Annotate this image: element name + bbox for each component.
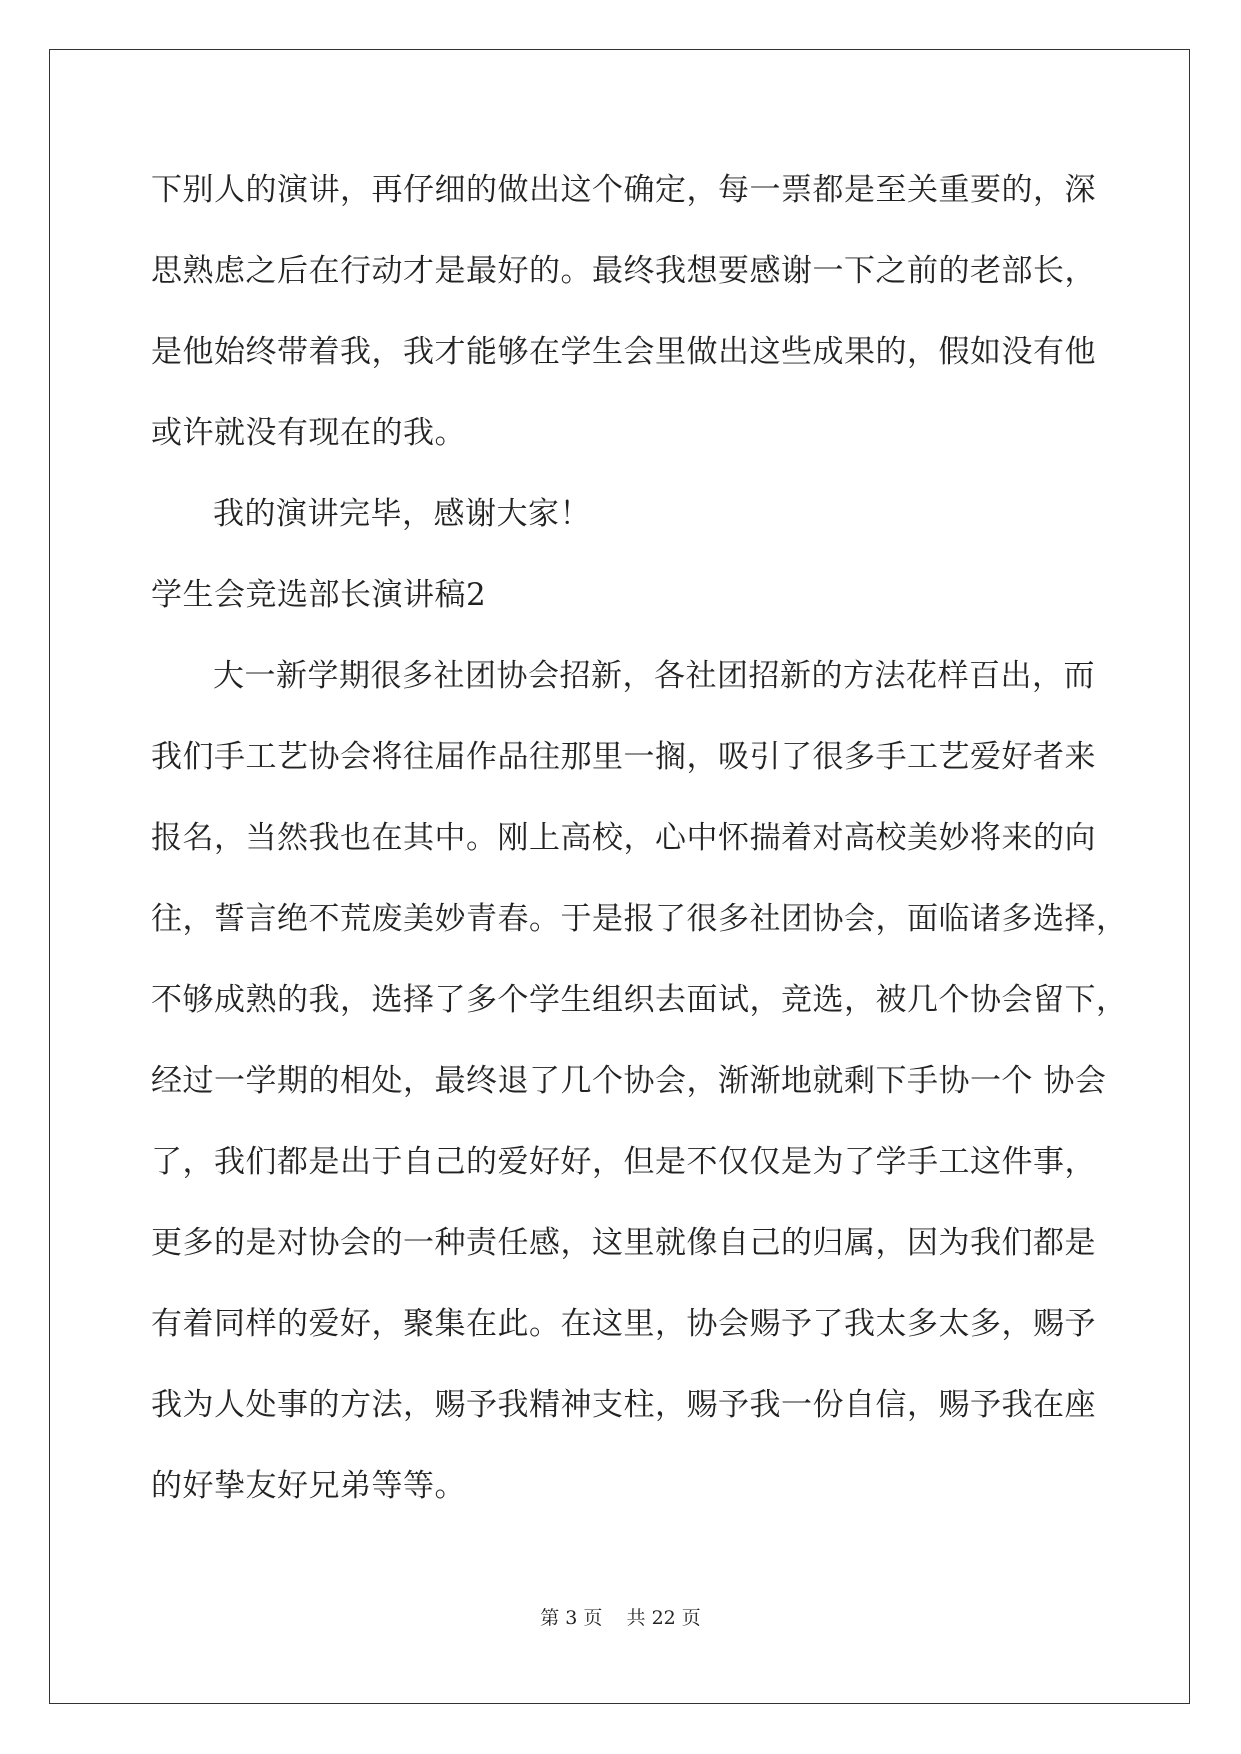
text-line: 思熟虑之后在行动才是最好的。最终我想要感谢一下之前的老部长， xyxy=(151,253,1096,289)
closing-line: 我的演讲完毕，感谢大家！ xyxy=(213,496,591,532)
document-body xyxy=(151,156,1128,1533)
text-line: 或许就没有现在的我。 xyxy=(151,415,466,451)
text-line: 我们手工艺协会将往届作品往那里一搁，吸引了很多手工艺爱好者来 xyxy=(151,739,1096,775)
text-line: 有着同样的爱好，聚集在此。在这里，协会赐予了我太多太多，赐予 xyxy=(151,1306,1096,1342)
text-line: 往，誓言绝不荒废美妙青春。于是报了很多社团协会，面临诸多选择， xyxy=(151,901,1128,937)
text-line: 报名，当然我也在其中。刚上高校，心中怀揣着对高校美妙将来的向 xyxy=(151,820,1096,856)
text-line: 经过一学期的相处，最终退了几个协会，渐渐地就剩下手协一个 协会 xyxy=(151,1063,1107,1099)
text-line: 的好挚友好兄弟等等。 xyxy=(151,1468,466,1504)
text-line: 是他始终带着我，我才能够在学生会里做出这些成果的，假如没有他 xyxy=(151,334,1096,370)
text-line: 大一新学期很多社团协会招新，各社团招新的方法花样百出，而 xyxy=(213,658,1095,694)
text-line: 我为人处事的方法，赐予我精神支柱，赐予我一份自信，赐予我在座 xyxy=(151,1387,1096,1423)
section-heading: 学生会竞选部长演讲稿2 xyxy=(151,577,487,613)
text-line: 下别人的演讲，再仔细的做出这个确定，每一票都是至关重要的，深 xyxy=(151,172,1096,208)
page-number-footer: 第 3 页 共 22 页 xyxy=(540,1607,701,1629)
text-line: 更多的是对协会的一种责任感，这里就像自己的归属，因为我们都是 xyxy=(151,1225,1096,1261)
text-line: 了，我们都是出于自己的爱好好，但是不仅仅是为了学手工这件事， xyxy=(151,1144,1096,1180)
text-line: 不够成熟的我，选择了多个学生组织去面试，竞选，被几个协会留下， xyxy=(151,982,1128,1018)
